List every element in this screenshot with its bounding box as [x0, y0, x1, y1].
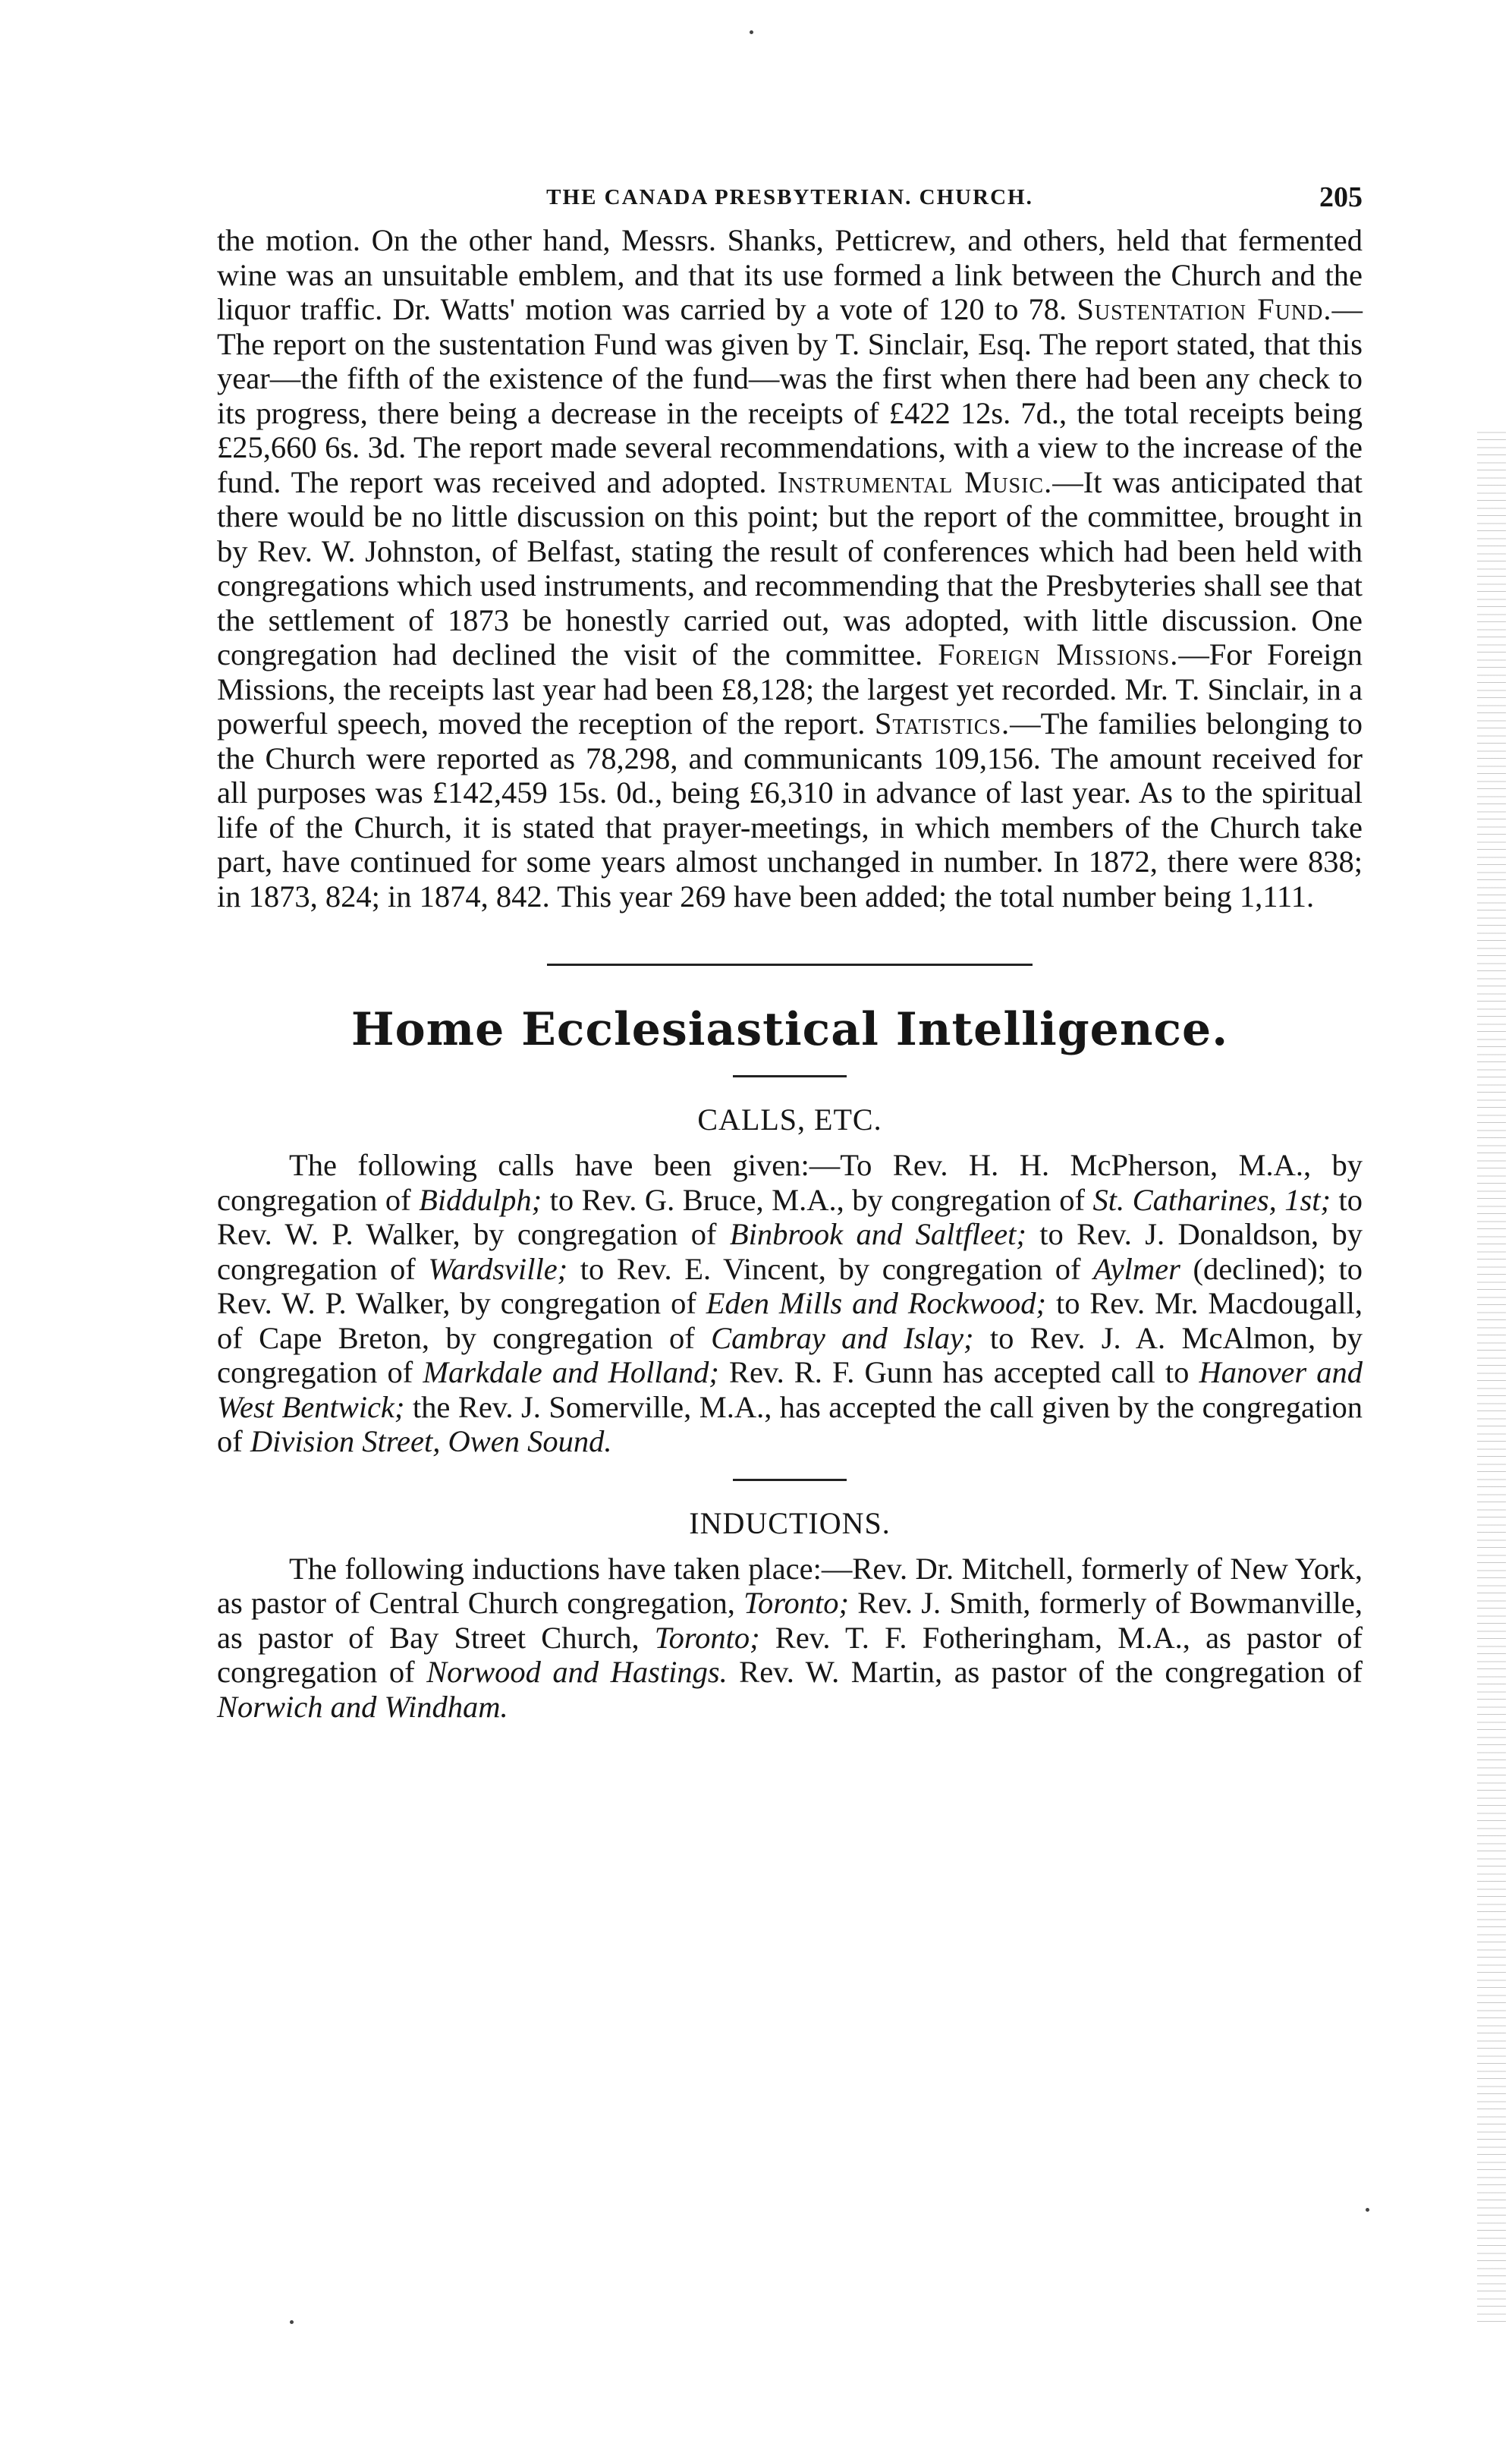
congregation-name: Cambray and Islay; — [711, 1320, 974, 1355]
congregation-name: Wardsville; — [428, 1251, 568, 1286]
calls-text: to Rev. W. P. Walker, by congregation of — [217, 1182, 1363, 1251]
congregation-name: Eden Mills and Rockwood; — [706, 1286, 1047, 1320]
foreign-missions-label: Foreign Missions. — [938, 637, 1179, 671]
place-name: Norwood and Hastings. — [426, 1655, 728, 1689]
calls-text: to Rev. J. Donaldson, by congregation of — [217, 1217, 1363, 1286]
running-head — [217, 181, 1363, 219]
report-text: the motion. On the other hand, Messrs. Shanks, Petticrew, and others, held that fermented wine was an unsuitable emblem, and that its use formed a link between the Church and the liquor traffic. Dr. Watts' motion was carried by a vote of 120 to 78. — [217, 223, 1363, 326]
inductions-text: Rev. W. Martin, as pastor of the congregation of — [727, 1655, 1363, 1689]
calls-text: (declined); to Rev. W. P. Walker, by congregation of — [217, 1251, 1363, 1320]
inductions-text: Rev. T. F. Fotheringham, M.A., as pastor of congregation of — [217, 1620, 1363, 1689]
report-text: —The report on the sustentation Fund was given by T. Sinclair, Esq. The report stated, that this year—the fifth of the existence of the fund—was the first when there had been any check to its progress, there being a decrease in the receipts of £422 12s. 7d., the total receipts being £25,660 6s. 3d. The report made several recommendations, with a view to the increase of the fund. The report was received and adopted. — [217, 292, 1363, 499]
inductions-heading: INDUCTIONS. — [689, 1505, 891, 1540]
page-number: 205 — [1319, 181, 1363, 213]
book-page — [217, 181, 1363, 1724]
heading-rule — [733, 1075, 847, 1077]
scan-binding-shadow — [1477, 425, 1506, 2322]
place-name: Norwich and Windham. — [217, 1689, 508, 1724]
calls-text: Rev. R. F. Gunn has accepted call to — [718, 1355, 1199, 1389]
report-text: —For Foreign Missions, the receipts last year had been £8,128; the largest yet recorded. Mr. T. Sinclair, in a powerful speech, moved the reception of the report. — [217, 637, 1363, 741]
subsection-rule — [733, 1479, 847, 1481]
sustentation-fund-label: Sustentation Fund. — [1077, 292, 1332, 326]
congregation-name: Division Street, Owen Sound. — [250, 1424, 612, 1458]
calls-text: to Rev. J. A. McAlmon, by congregation of — [217, 1320, 1363, 1389]
calls-text: to Rev. Mr. Macdougall, of Cape Breton, by congregation of — [217, 1286, 1363, 1355]
congregation-name: Aylmer — [1093, 1251, 1180, 1286]
congregation-name: Binbrook and Saltfleet; — [729, 1217, 1026, 1251]
statistics-label: Statistics. — [874, 706, 1011, 741]
calls-text: The following calls have been given:—To Rev. H. H. McPherson, M.A., by congregation of — [217, 1148, 1363, 1217]
calls-text: to Rev. G. Bruce, M.A., by congregation of — [542, 1182, 1093, 1217]
calls-text: to Rev. E. Vincent, by congregation of — [567, 1251, 1094, 1286]
report-text: —The families belonging to the Church were reported as 78,298, and communicants 109,156. The amount received for all purposes was £142,459 15s. 0d., being £6,310 in advance of last year. As to the spiritual life of the Church, it is stated that prayer-meetings, in which members of the Church take part, have continued for some years almost unchanged in number. In 1872, there were 838; in 1873, 824; in 1874, 842. This year 269 have been added; the total number being 1,111. — [217, 706, 1363, 914]
scan-speck — [1366, 2208, 1369, 2212]
place-name: Toronto; — [743, 1586, 849, 1620]
scan-speck — [750, 30, 753, 34]
congregation-name: Biddulph; — [419, 1182, 542, 1217]
section-divider — [547, 964, 1033, 966]
assembly-report-paragraph — [217, 223, 1363, 914]
place-name: Toronto; — [654, 1620, 760, 1655]
calls-heading: CALLS, ETC. — [697, 1102, 882, 1137]
scan-speck — [290, 2320, 294, 2324]
congregation-name: St. Catharines, 1st; — [1092, 1182, 1331, 1217]
instrumental-music-label: Instrumental Music. — [777, 464, 1053, 499]
inductions-paragraph — [217, 1552, 1363, 1725]
section-heading: Home Ecclesiastical Intelligence. — [350, 1003, 1229, 1056]
congregation-name: Markdale and Holland; — [423, 1355, 719, 1389]
running-title: THE CANADA PRESBYTERIAN. CHURCH. — [546, 185, 1033, 209]
calls-paragraph — [217, 1148, 1363, 1459]
report-text: —It was anticipated that there would be no little discussion on this point; but the report of the committee, brought in by Rev. W. Johnston, of Belfast, stating the result of conferences which had been held with congregations which used instruments, and recommending that the Presbyteries shall see that the settlement of 1873 be honestly carried out, was adopted, with little discussion. One congregation had declined the visit of the committee. — [217, 464, 1363, 671]
inductions-text: The following inductions have taken place:—Rev. Dr. Mitchell, formerly of New York, as pastor of Central Church congregation, — [217, 1551, 1363, 1620]
calls-text: the Rev. J. Somerville, M.A., has accepted the call given by the congregation of — [217, 1389, 1363, 1458]
inductions-text: Rev. J. Smith, formerly of Bowmanville, as pastor of Bay Street Church, — [217, 1586, 1363, 1655]
congregation-name: Hanover and West Bentwick; — [217, 1355, 1363, 1424]
